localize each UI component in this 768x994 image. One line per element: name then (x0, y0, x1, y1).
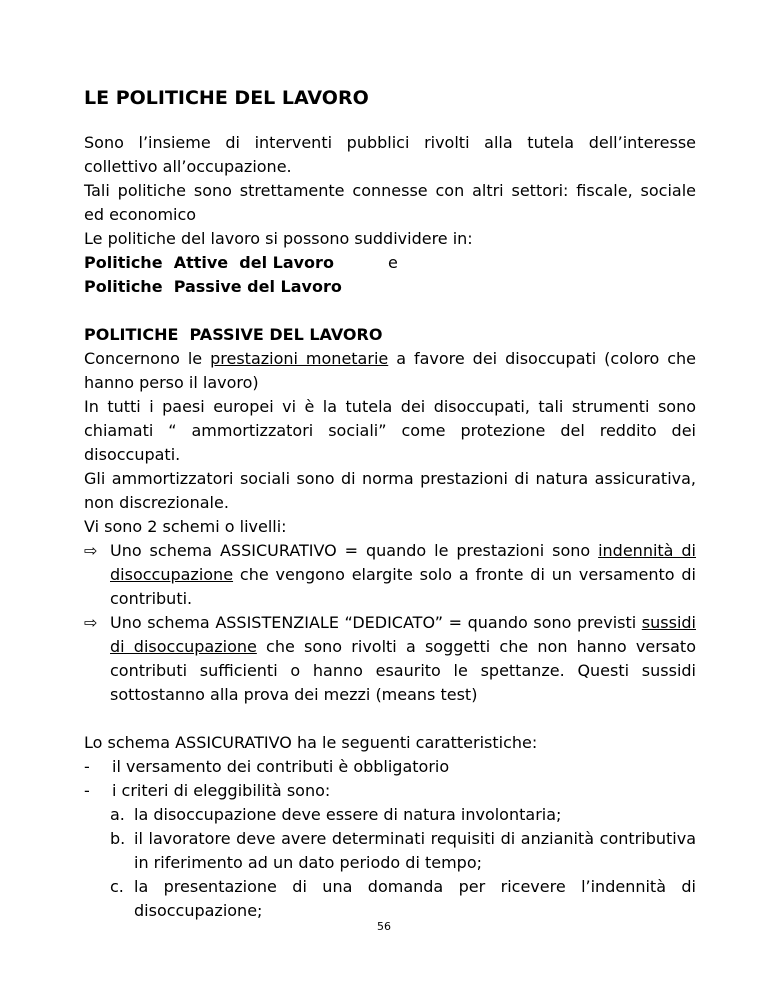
criterion-c (84, 875, 696, 923)
item2-rest: che sono rivolti a soggetti che non hanno versato contributi sufficienti o hanno esaurito le spettanze. Questi sussidi sottostanno alla prova dei mezzi (means test) (110, 637, 696, 704)
dash-item-criteria-text: i criteri di eleggibilità sono: (112, 781, 331, 800)
criterion-c-text: la presentazione di una domanda per ricevere l’indennità di disoccupazione; (134, 877, 696, 920)
criterion-b (84, 827, 696, 875)
dash-item-contributions-text: il versamento dei contributi è obbligatorio (112, 757, 450, 776)
criterion-a-label: a. (110, 805, 125, 824)
intro-paragraph-2: Tali politiche sono strettamente connesse con altri settori: fiscale, sociale ed economico (84, 181, 696, 224)
scheme-item-insurance-text (110, 539, 696, 611)
passive-policies-label: Politiche Passive del Lavoro (84, 277, 342, 296)
criterion-c-label: c. (110, 877, 124, 896)
passive-paragraph-4: Vi sono 2 schemi o livelli: (84, 517, 287, 536)
criterion-b-label: b. (110, 829, 126, 848)
dash-item-criteria (84, 779, 696, 803)
insurance-intro: Lo schema ASSICURATIVO ha le seguenti caratteristiche: (84, 733, 538, 752)
page-number: 56 (377, 920, 391, 933)
scheme-item-assistance-text (110, 611, 696, 707)
page-title: LE POLITICHE DEL LAVORO (84, 87, 369, 109)
active-policies-label: Politiche Attive del Lavoro (84, 253, 334, 272)
dash-marker: - (84, 757, 90, 776)
monetary-benefits-term: prestazioni monetarie (210, 349, 389, 368)
active-policies-line (84, 251, 696, 275)
intro-paragraph-1: Sono l’insieme di interventi pubblici rivolti alla tutela dell’interesse collettivo all’occupazione. (84, 133, 696, 176)
passive-section-heading: POLITICHE PASSIVE DEL LAVORO (84, 325, 383, 344)
intro-paragraph-3: Le politiche del lavoro si possono suddividere in: (84, 229, 473, 248)
passive-p1-text: Concernono le (84, 349, 211, 368)
scheme-item-insurance (84, 539, 696, 611)
passive-paragraph-3: Gli ammortizzatori sociali sono di norma prestazioni di natura assicurativa, non discrezionale. (84, 469, 696, 512)
item1-rest: che vengono elargite solo a fronte di un versamento di contributi. (110, 565, 696, 608)
item2-text: Uno schema ASSISTENZIALE “DEDICATO” = quando sono previsti (110, 613, 642, 632)
passive-paragraph-1 (84, 347, 696, 395)
criterion-b-text: il lavoratore deve avere determinati requisiti di anzianità contributiva in riferimento ad un dato periodo di tempo; (134, 829, 696, 872)
conjunction-and: e (387, 253, 398, 272)
criterion-a (84, 803, 696, 827)
passive-p1-rest: a favore dei disoccupati (coloro che hanno perso il lavoro) (84, 349, 697, 392)
unemployment-indemnity-term: indennità di disoccupazione (110, 541, 697, 584)
passive-paragraph-2: In tutti i paesi europei vi è la tutela dei disoccupati, tali strumenti sono chiamati “ ammortizzatori sociali” come protezione del reddito dei disoccupati. (84, 397, 696, 464)
arrow-right-icon: ⇨ (84, 613, 98, 632)
dash-item-contributions (84, 755, 696, 779)
page-content (84, 84, 696, 923)
unemployment-subsidy-term: sussidi di disoccupazione (110, 613, 696, 656)
item1-text: Uno schema ASSICURATIVO = quando le prestazioni sono (110, 541, 599, 560)
dash-marker: - (84, 781, 90, 800)
criterion-a-text: la disoccupazione deve essere di natura involontaria; (134, 805, 562, 824)
arrow-right-icon: ⇨ (84, 541, 98, 560)
scheme-item-assistance (84, 611, 696, 707)
